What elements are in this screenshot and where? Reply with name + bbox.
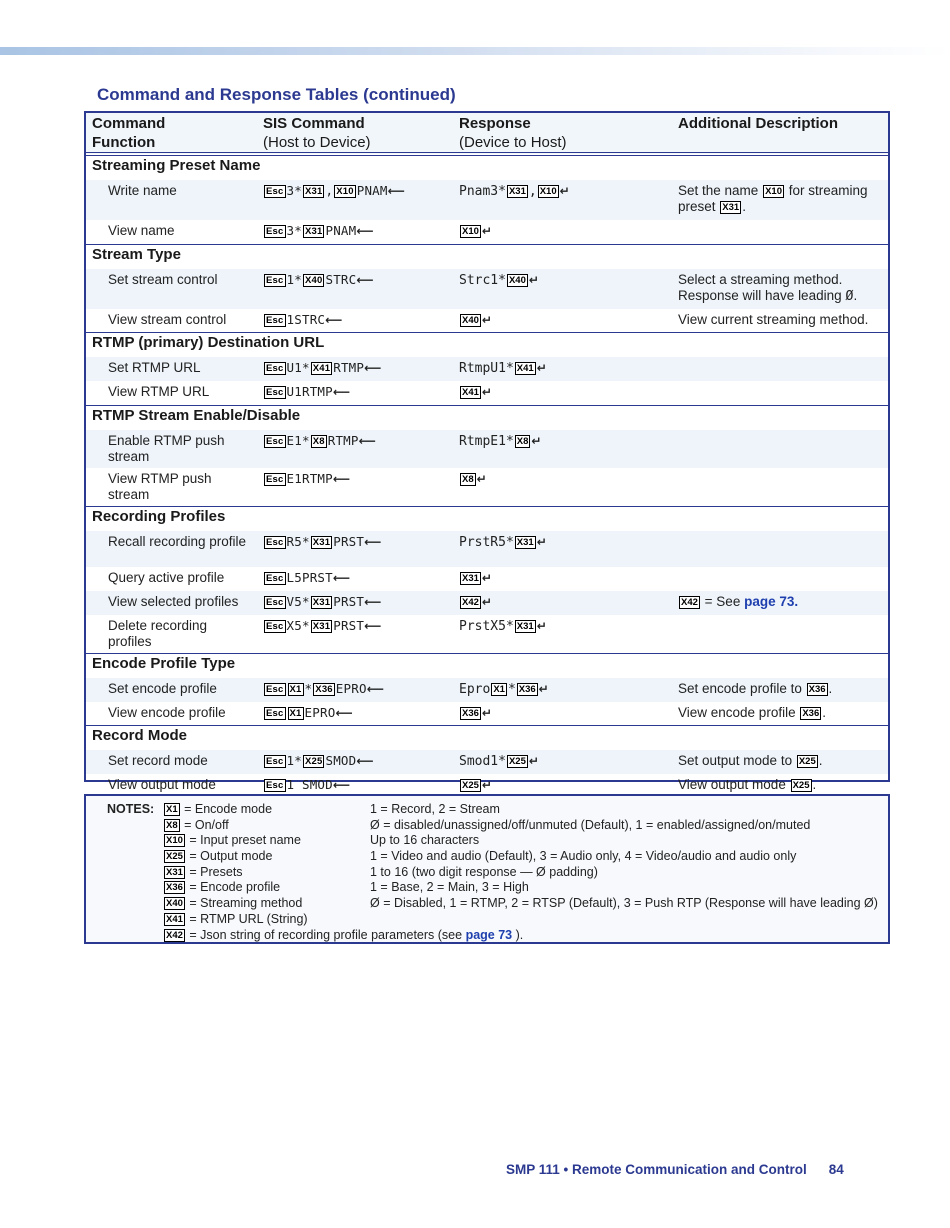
table-row [86, 750, 888, 774]
header-response-subtitle: (Device to Host) [459, 134, 567, 151]
left-arrow-icon: ⟵ [364, 361, 382, 375]
return-arrow-icon: ↵ [476, 471, 487, 486]
function-cell: Set record mode [86, 750, 257, 774]
command-cell [257, 615, 453, 654]
note-values: 1 = Video and audio (Default), 3 = Audio only, 4 = Video/audio and audio only [370, 849, 797, 864]
table-row [86, 357, 888, 381]
left-arrow-icon: ⟵ [332, 471, 351, 486]
description-cell [672, 531, 888, 567]
page-73-link[interactable]: page 73 [465, 927, 513, 942]
header-sis-subtitle: (Host to Device) [263, 134, 371, 151]
note-definition: = Streaming method [189, 896, 303, 911]
notes-list [163, 802, 880, 943]
esc-key-icon: Esc [266, 387, 284, 398]
command-cell [257, 220, 453, 244]
command-text: E1* [286, 432, 310, 448]
variable-x41: X41 [516, 363, 534, 374]
return-arrow-icon: ↵ [481, 705, 492, 720]
footer-text: SMP 111 • Remote Communication and Control [506, 1162, 807, 1177]
note-item [163, 880, 880, 896]
header-response [453, 113, 672, 154]
description-cell [672, 381, 888, 405]
table-row [86, 309, 888, 333]
function-cell: View encode profile [108, 704, 226, 720]
top-gradient-bar [0, 47, 950, 55]
description-text: for streaming preset [678, 183, 868, 214]
variable-x1: X1 [166, 804, 178, 815]
description-cell [672, 180, 888, 220]
variable-x31: X31 [312, 620, 331, 632]
variable-x1: X1 [289, 707, 302, 719]
description-cell [672, 678, 888, 702]
response-text: * [507, 681, 516, 697]
variable-x31: X31 [312, 536, 331, 548]
page-73-link[interactable]: page 73. [744, 593, 799, 609]
command-cell [257, 357, 453, 381]
return-arrow-icon: ↵ [481, 385, 492, 399]
esc-key-icon: Esc [266, 536, 284, 548]
left-arrow-icon: ⟵ [356, 224, 374, 238]
function-cell: View output mode [108, 777, 216, 792]
function-cell: Set encode profile [86, 678, 257, 702]
page-number: 84 [828, 1162, 844, 1177]
esc-key-icon: Esc [266, 274, 284, 286]
command-text: 1* [286, 271, 302, 287]
group-row [86, 244, 888, 269]
command-text: PRST [333, 533, 365, 549]
note-definition: = RTMP URL (String) [189, 911, 308, 926]
note-item [163, 928, 880, 944]
variable-x31: X31 [304, 226, 323, 237]
esc-key-icon: Esc [266, 572, 284, 584]
response-cell [453, 269, 672, 309]
response-cell [453, 357, 672, 381]
left-arrow-icon: ⟵ [356, 754, 374, 768]
note-item [163, 896, 880, 912]
table-row [86, 220, 888, 244]
command-cell [257, 678, 453, 702]
left-arrow-icon: ⟵ [364, 534, 382, 549]
function-cell: Write name [86, 180, 257, 220]
note-values: 1 = Base, 2 = Main, 3 = High [370, 880, 529, 895]
command-text: X5* [286, 617, 310, 633]
response-cell [453, 591, 672, 615]
variable-x31: X31 [304, 186, 323, 197]
table-row [86, 702, 888, 726]
note-item [163, 865, 880, 881]
variable-x8: X8 [516, 435, 529, 447]
header-sis-command [257, 113, 453, 154]
note-definition: = Output mode [189, 849, 273, 864]
left-arrow-icon: ⟵ [332, 385, 351, 399]
command-text: 1STRC [286, 311, 326, 327]
note-definition: = Encode mode [184, 802, 273, 816]
variable-x36: X36 [802, 707, 820, 719]
response-text: PrstX5* [459, 618, 514, 634]
variable-x36: X36 [462, 707, 479, 719]
note-values: Ø = disabled/unassigned/off/unmuted (Default), 1 = enabled/assigned/on/muted [370, 817, 811, 832]
description-text: Set the name [678, 183, 759, 198]
variable-x31: X31 [516, 620, 534, 632]
note-values: Ø = Disabled, 1 = RTMP, 2 = RTSP (Default), 3 = Push RTP (Response will have leading Ø) [370, 896, 878, 911]
note-definition: = Encode profile [189, 880, 281, 895]
command-cell [257, 180, 453, 220]
group-title: RTMP (primary) Destination URL [86, 333, 888, 358]
description-text: View encode profile [678, 704, 796, 720]
response-cell [453, 430, 672, 468]
command-text: PNAM [356, 183, 388, 198]
function-cell: Enable RTMP push stream [86, 430, 257, 468]
variable-x8: X8 [312, 435, 325, 447]
function-cell: Query active profile [108, 569, 225, 585]
function-cell: View name [108, 223, 175, 238]
response-text: , [528, 184, 537, 199]
command-text: PRST [333, 593, 365, 609]
variable-x25: X25 [792, 780, 810, 791]
response-text: RtmpE1* [459, 433, 514, 449]
description-text: . [822, 704, 827, 720]
esc-key-icon: Esc [266, 186, 284, 197]
variable-x10: X10 [462, 226, 479, 237]
note-item [163, 849, 880, 865]
description-text: View output mode [678, 777, 786, 792]
description-text: . [828, 680, 833, 696]
variable-x31: X31 [312, 596, 331, 608]
function-cell: Recall recording profile [86, 531, 257, 567]
table-row [86, 269, 888, 309]
command-cell [257, 531, 453, 567]
command-text: STRC [325, 271, 357, 287]
left-arrow-icon: ⟵ [335, 705, 353, 720]
response-text: Strc1* [459, 272, 506, 288]
section-title: Command and Response Tables (continued) [97, 85, 456, 104]
response-text: RtmpU1* [459, 361, 514, 376]
variable-x40: X40 [508, 274, 526, 286]
esc-key-icon: Esc [266, 707, 284, 719]
description-text: Ø [845, 287, 854, 304]
command-cell [257, 468, 453, 507]
command-text: PRST [333, 617, 365, 633]
group-title: Streaming Preset Name [86, 154, 888, 180]
variable-x31: X31 [516, 536, 534, 548]
command-text: PNAM [325, 223, 357, 238]
command-text: * [304, 680, 313, 696]
command-text: EPRO [304, 704, 336, 720]
group-row [86, 405, 888, 430]
return-arrow-icon: ↵ [481, 570, 492, 585]
description-cell [672, 702, 888, 726]
left-arrow-icon: ⟵ [332, 778, 351, 792]
left-arrow-icon: ⟵ [332, 570, 351, 585]
return-arrow-icon: ↵ [481, 312, 492, 327]
description-cell [672, 357, 888, 381]
variable-x25: X25 [166, 851, 183, 863]
response-cell [453, 678, 672, 702]
command-text: U1* [286, 360, 310, 375]
function-cell: View RTMP URL [108, 384, 210, 399]
variable-x41: X41 [312, 363, 331, 374]
variable-x42: X42 [681, 596, 698, 608]
variable-x31: X31 [462, 572, 479, 584]
command-text: 3* [286, 183, 302, 198]
description-text: Response will have leading [678, 287, 842, 303]
description-text: = See [704, 593, 741, 609]
group-title: Stream Type [86, 244, 888, 269]
variable-x10: X10 [765, 186, 782, 197]
command-cell [257, 381, 453, 405]
group-title: Encode Profile Type [86, 653, 888, 678]
variable-x41: X41 [166, 913, 183, 925]
command-cell [257, 430, 453, 468]
description-text: . [818, 753, 823, 768]
table-row [86, 678, 888, 702]
esc-key-icon: Esc [266, 756, 284, 767]
variable-x10: X10 [539, 186, 557, 197]
description-text: Set output mode to [678, 753, 793, 768]
description-cell [672, 468, 888, 507]
left-arrow-icon: ⟵ [387, 184, 406, 198]
function-cell: Set stream control [86, 269, 257, 309]
left-arrow-icon: ⟵ [358, 433, 377, 448]
esc-key-icon: Esc [266, 435, 284, 447]
response-text: PrstR5* [459, 534, 514, 550]
table-row [86, 468, 888, 507]
response-text: Pnam3* [459, 184, 506, 199]
note-definition: = Input preset name [189, 833, 301, 848]
command-cell [257, 269, 453, 309]
group-row [86, 506, 888, 531]
left-arrow-icon: ⟵ [364, 618, 382, 633]
return-arrow-icon: ↵ [528, 272, 539, 287]
response-cell [453, 531, 672, 567]
variable-x41: X41 [462, 387, 479, 398]
function-cell: View RTMP push stream [108, 470, 212, 502]
return-arrow-icon: ↵ [536, 534, 547, 549]
command-text: RTMP [327, 432, 359, 448]
note-definition: = Json string of recording profile parameters (see [189, 927, 463, 942]
response-cell [453, 750, 672, 774]
description-text: Select a streaming method. [678, 271, 843, 287]
notes-box [84, 794, 890, 944]
command-text: U1RTMP [286, 384, 333, 399]
table-row [86, 430, 888, 468]
command-cell [257, 750, 453, 774]
page-footer [506, 1162, 844, 1177]
table-row [86, 180, 888, 220]
command-text: SMOD [325, 753, 357, 768]
variable-x25: X25 [508, 756, 526, 767]
variable-x40: X40 [166, 898, 183, 910]
esc-key-icon: Esc [266, 683, 284, 695]
variable-x42: X42 [462, 596, 479, 608]
variable-x10: X10 [336, 186, 354, 197]
command-cell [257, 591, 453, 615]
header-additional-description: Additional Description [672, 113, 888, 154]
variable-x36: X36 [808, 683, 826, 695]
esc-key-icon: Esc [266, 596, 284, 608]
function-cell: View selected profiles [86, 591, 257, 615]
left-arrow-icon: ⟵ [364, 594, 382, 609]
note-definition-tail: ). [515, 927, 524, 942]
variable-x8: X8 [166, 819, 178, 831]
variable-x31: X31 [722, 202, 740, 213]
notes-label: NOTES: [107, 802, 155, 816]
command-text: EPRO [335, 680, 367, 696]
table-row [86, 531, 888, 567]
command-text: 3* [286, 223, 302, 238]
variable-x40: X40 [304, 274, 323, 286]
table-row [86, 381, 888, 405]
command-text: R5* [286, 533, 310, 549]
group-row [86, 333, 888, 358]
variable-x36: X36 [315, 683, 333, 695]
response-cell [453, 702, 672, 726]
variable-x31: X31 [508, 186, 526, 197]
command-cell [257, 309, 453, 333]
table-row [86, 567, 888, 591]
esc-key-icon: Esc [266, 780, 284, 791]
command-cell [257, 702, 453, 726]
left-arrow-icon: ⟵ [366, 681, 385, 696]
command-text: , [325, 183, 334, 198]
header-response-title: Response [459, 115, 531, 132]
command-text: 1* [286, 753, 302, 768]
return-arrow-icon: ↵ [531, 433, 542, 448]
command-text: RTMP [333, 360, 365, 375]
function-cell: Set RTMP URL [86, 357, 257, 381]
response-cell [453, 567, 672, 591]
group-row [86, 726, 888, 751]
description-text: Set encode profile to [678, 680, 802, 696]
description-cell [672, 591, 888, 615]
group-title: Record Mode [86, 726, 888, 751]
table-header-row [86, 113, 888, 154]
variable-x36: X36 [166, 882, 183, 894]
table-row [86, 591, 888, 615]
left-arrow-icon: ⟵ [356, 272, 374, 287]
response-cell [453, 381, 672, 405]
variable-x25: X25 [304, 756, 323, 767]
group-row [86, 154, 888, 180]
note-definition: = Presets [189, 864, 243, 879]
header-sis-title: SIS Command [263, 115, 365, 132]
return-arrow-icon: ↵ [538, 681, 549, 696]
description-cell [672, 750, 888, 774]
description-cell [672, 430, 888, 468]
function-cell: Delete recording profiles [108, 617, 208, 649]
variable-x8: X8 [462, 473, 474, 485]
variable-x40: X40 [462, 314, 479, 326]
command-text: V5* [286, 593, 310, 609]
return-arrow-icon: ↵ [536, 361, 547, 375]
note-item [163, 833, 880, 849]
variable-x1: X1 [289, 683, 302, 695]
header-command-function: Command Function [86, 113, 257, 154]
note-values: 1 to 16 (two digit response — Ø padding) [370, 864, 598, 879]
description-cell [672, 567, 888, 591]
return-arrow-icon: ↵ [559, 184, 570, 198]
response-cell [453, 309, 672, 333]
group-title: Recording Profiles [86, 506, 888, 531]
response-cell [453, 180, 672, 220]
esc-key-icon: Esc [266, 620, 284, 632]
variable-x1: X1 [493, 683, 505, 695]
description-cell: View current streaming method. [678, 311, 869, 327]
description-text: . [742, 199, 746, 214]
note-values: 1 = Record, 2 = Stream [370, 802, 500, 816]
command-text: L5PRST [286, 569, 333, 585]
group-title: RTMP Stream Enable/Disable [86, 405, 888, 430]
return-arrow-icon: ↵ [481, 594, 492, 609]
note-values: Up to 16 characters [370, 833, 480, 848]
note-item [163, 912, 880, 928]
description-text: . [853, 287, 858, 303]
variable-x36: X36 [518, 683, 536, 695]
esc-key-icon: Esc [266, 363, 284, 374]
description-text: . [812, 777, 817, 792]
note-definition: = On/off [184, 817, 229, 832]
variable-x25: X25 [462, 780, 479, 791]
response-text: Smod1* [459, 754, 506, 769]
command-cell [257, 567, 453, 591]
command-text: SMOD [301, 777, 333, 792]
return-arrow-icon: ↵ [481, 778, 492, 792]
response-text: Epro [459, 681, 491, 697]
variable-x31: X31 [166, 866, 183, 878]
note-item [163, 818, 880, 834]
function-cell: View stream control [108, 311, 227, 327]
return-arrow-icon: ↵ [536, 618, 547, 633]
response-cell [453, 220, 672, 244]
variable-x25: X25 [798, 756, 816, 767]
note-item [163, 802, 880, 818]
return-arrow-icon: ↵ [528, 754, 539, 768]
response-cell [453, 468, 672, 507]
command-table [84, 111, 890, 792]
description-cell [672, 615, 888, 654]
command-text: 1 [286, 777, 295, 792]
variable-x10: X10 [166, 835, 183, 847]
return-arrow-icon: ↵ [481, 224, 492, 238]
command-text: E1RTMP [286, 470, 333, 486]
response-cell [453, 615, 672, 654]
description-cell [672, 269, 888, 309]
esc-key-icon: Esc [266, 473, 284, 485]
table-row [86, 615, 888, 654]
esc-key-icon: Esc [266, 314, 284, 326]
esc-key-icon: Esc [266, 226, 284, 237]
left-arrow-icon: ⟵ [325, 312, 343, 327]
description-cell [672, 220, 888, 244]
group-row [86, 653, 888, 678]
variable-x42: X42 [166, 929, 183, 941]
